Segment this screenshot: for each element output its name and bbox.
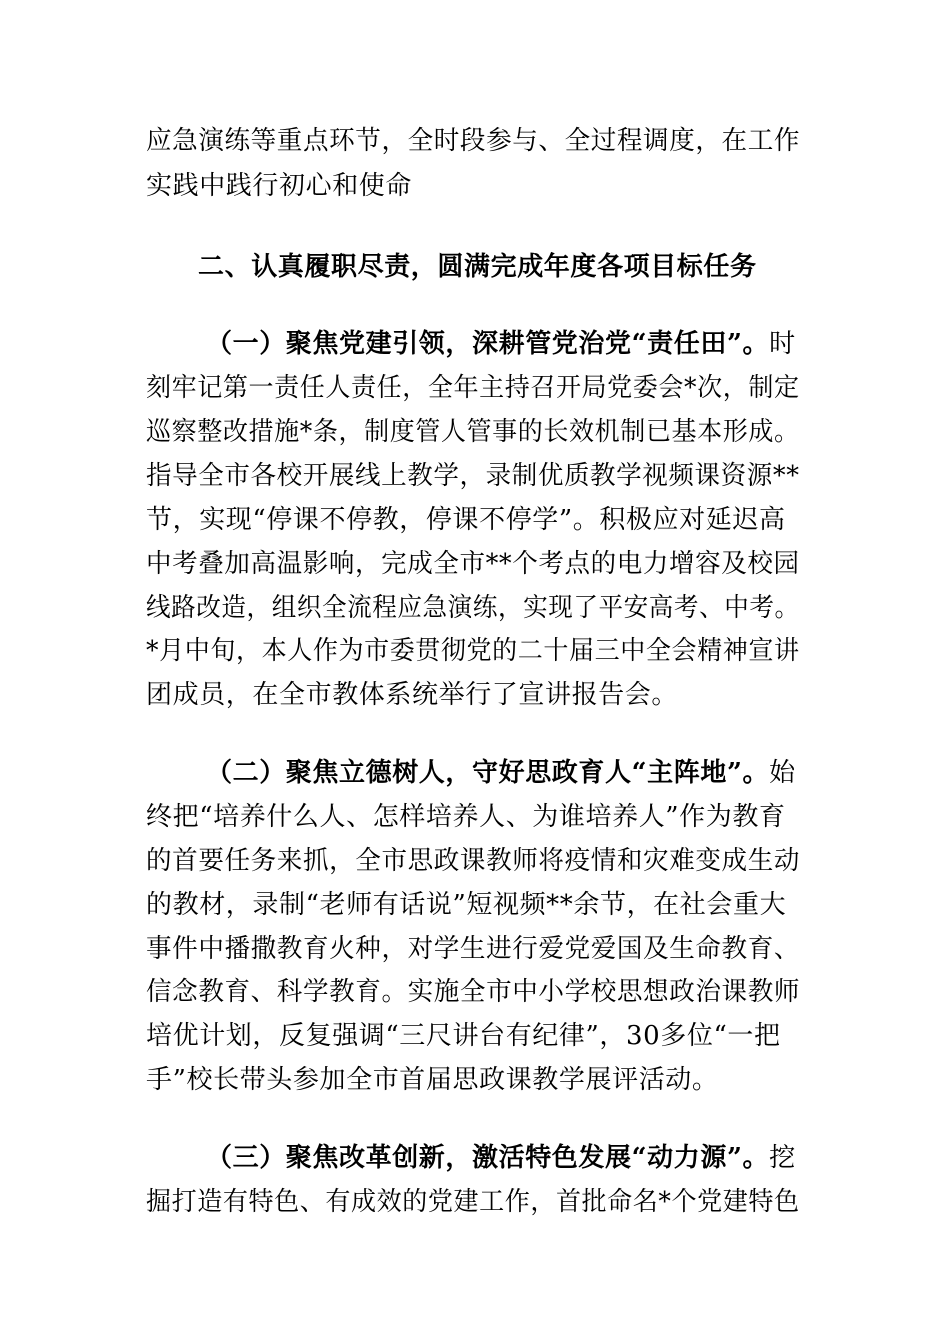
paragraph2-first-line bbox=[206, 758, 796, 788]
paragraph2-title: （二）聚焦立德树人，守好思政育人“主阵地”。 bbox=[206, 758, 770, 788]
paragraph1-first-line-rest: 时 bbox=[769, 329, 796, 359]
paragraph1-line: 刻牢记第一责任人责任，全年主持召开局党委会*次，制定 bbox=[146, 373, 800, 403]
paragraph2-line: 培优计划，反复强调“三尺讲台有纪律”，30多位“一把 bbox=[146, 1021, 781, 1051]
paragraph1-line: 中考叠加高温影响，完成全市**个考点的电力增容及校园 bbox=[146, 549, 800, 579]
paragraph3-first-line-rest: 挖 bbox=[769, 1143, 796, 1173]
paragraph1-line: *月中旬，本人作为市委贯彻党的二十届三中全会精神宣讲 bbox=[146, 636, 800, 666]
paragraph1-line: 团成员，在全市教体系统举行了宣讲报告会。 bbox=[146, 680, 679, 710]
paragraph1-line: 线路改造，组织全流程应急演练，实现了平安高考、中考。 bbox=[146, 593, 800, 623]
paragraph2-first-line-rest: 始 bbox=[769, 758, 796, 788]
paragraph3-first-line bbox=[206, 1143, 796, 1173]
paragraph3-line: 掘打造有特色、有成效的党建工作，首批命名*个党建特色 bbox=[146, 1187, 800, 1217]
paragraph1-line: 巡察整改措施*条，制度管人管事的长效机制已基本形成。 bbox=[146, 417, 800, 447]
paragraph2-line: 手”校长带头参加全市首届思政课教学展评活动。 bbox=[146, 1065, 719, 1095]
paragraph1-line: 指导全市各校开展线上教学，录制优质教学视频课资源** bbox=[146, 461, 800, 491]
intro-line-2: 实践中践行初心和使命 bbox=[146, 171, 413, 201]
paragraph1-line: 节，实现“停课不停教，停课不停学”。积极应对延迟高 bbox=[146, 505, 786, 535]
section-heading: 二、认真履职尽责，圆满完成年度各项目标任务 bbox=[198, 252, 757, 282]
paragraph2-line: 的首要任务来抓，全市思政课教师将疫情和灾难变成生动 bbox=[146, 846, 801, 876]
paragraph1-title: （一）聚焦党建引领，深耕管党治党“责任田”。 bbox=[206, 329, 770, 359]
paragraph2-line: 终把“培养什么人、怎样培养人、为谁培养人”作为教育 bbox=[146, 802, 786, 832]
paragraph2-line: 的教材，录制“老师有话说”短视频**余节，在社会重大 bbox=[146, 890, 787, 920]
paragraph2-line: 事件中播撒教育火种，对学生进行爱党爱国及生命教育、 bbox=[146, 934, 801, 964]
paragraph3-title: （三）聚焦改革创新，激活特色发展“动力源”。 bbox=[206, 1143, 770, 1173]
paragraph2-line: 信念教育、科学教育。实施全市中小学校思想政治课教师 bbox=[146, 977, 801, 1007]
intro-line-1: 应急演练等重点环节，全时段参与、全过程调度，在工作 bbox=[146, 126, 801, 156]
paragraph1-first-line bbox=[206, 329, 796, 359]
